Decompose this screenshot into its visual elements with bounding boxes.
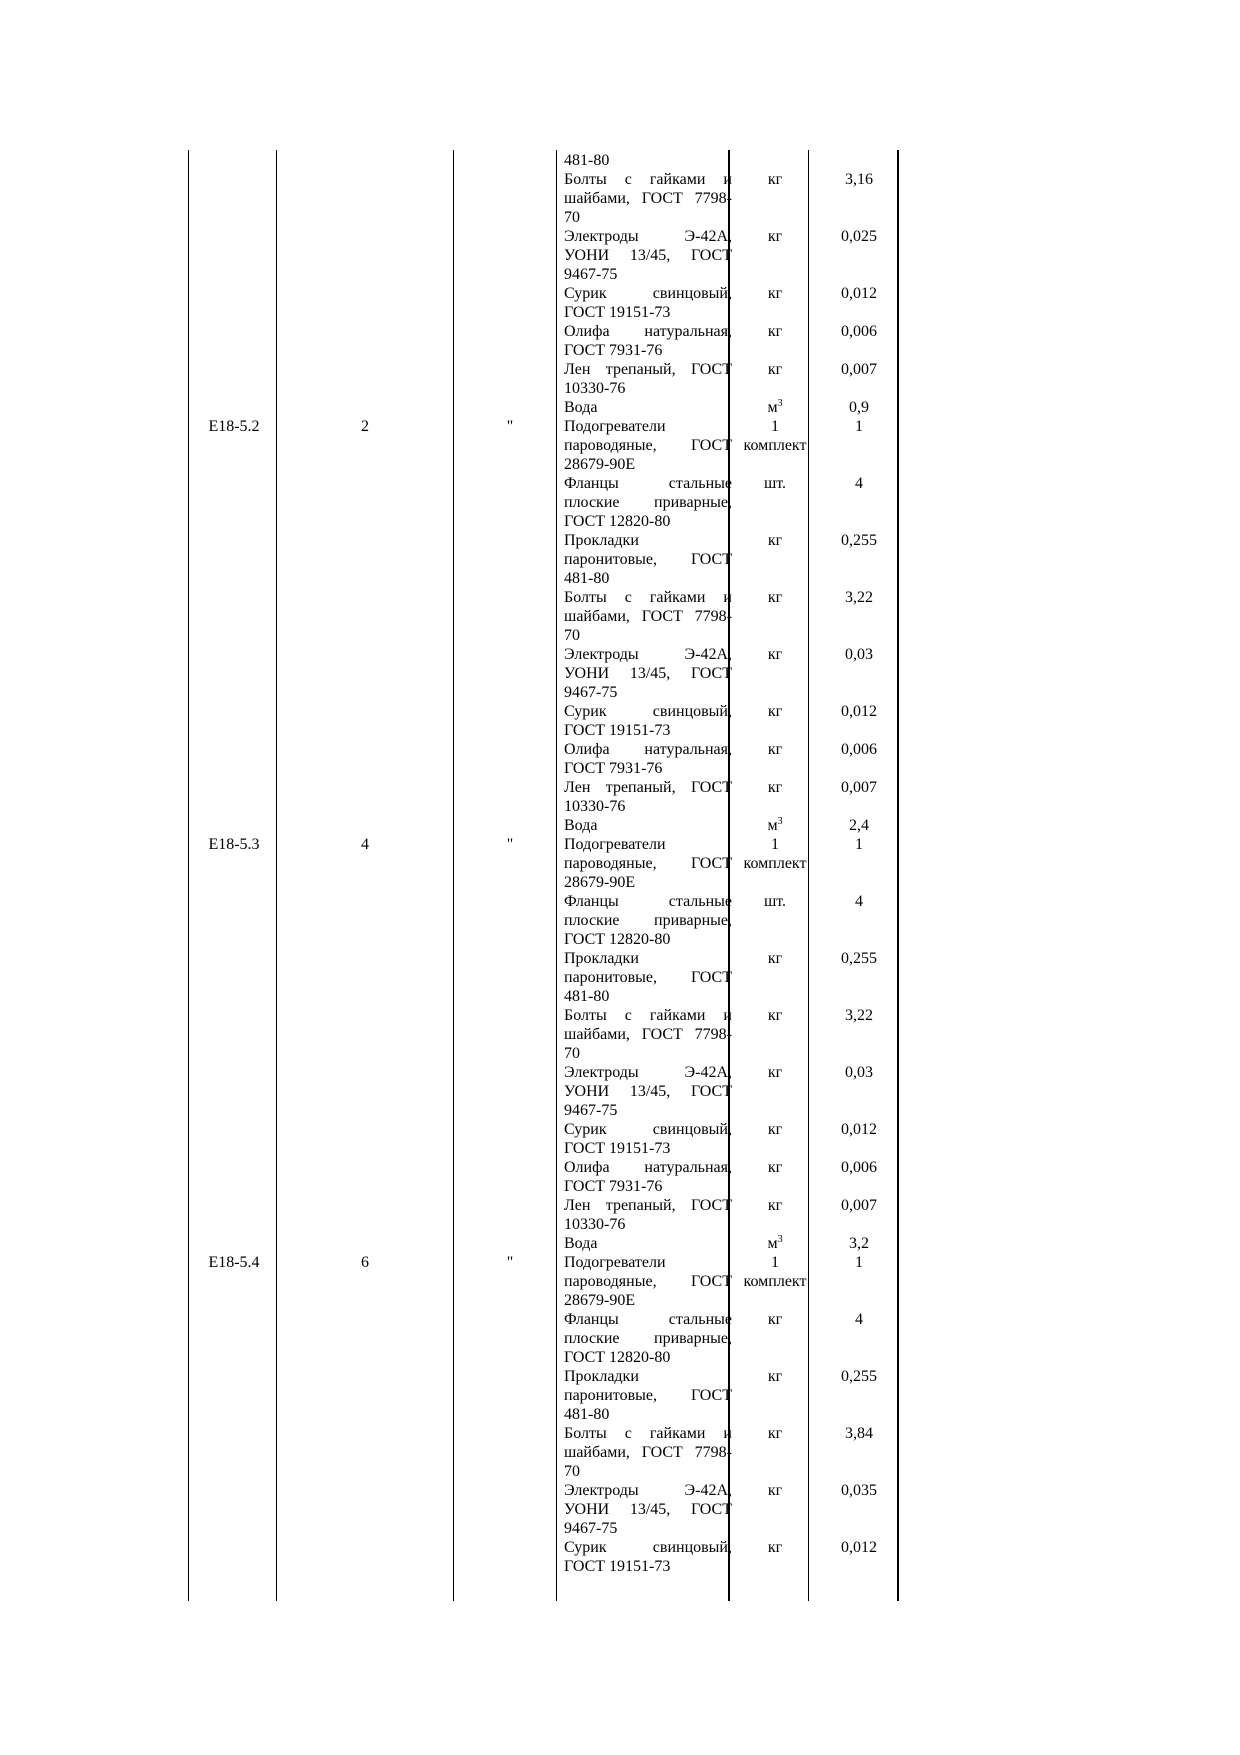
material-quantity: 0,006	[841, 1159, 877, 1176]
material-name: Фланцы стальные плоские приварные, ГОСТ 12820-80	[564, 893, 732, 948]
material-unit: 1 комплект	[743, 418, 807, 454]
ditto-mark: "	[506, 1254, 514, 1271]
material-unit: 1 комплект	[743, 1254, 807, 1290]
material-unit: $м^3$	[767, 816, 783, 834]
material-name: Олифа натуральная, ГОСТ 7931-76	[564, 323, 732, 359]
table-border-left	[188, 150, 189, 1601]
material-name: Прокладки паронитовые, ГОСТ 481-80	[564, 950, 732, 1005]
material-unit: шт.	[763, 475, 787, 492]
material-quantity: 3,84	[845, 1425, 873, 1442]
material-name: Вода	[564, 817, 598, 834]
material-quantity: 2,4	[849, 817, 869, 834]
material-quantity: 3,2	[849, 1235, 869, 1252]
material-name: Электроды Э-42А, УОНИ 13/45, ГОСТ 9467-75	[564, 228, 732, 283]
material-quantity: 0,012	[841, 285, 877, 302]
material-name: Сурик свинцовый, ГОСТ 19151-73	[564, 703, 732, 739]
material-unit: кг	[767, 589, 783, 606]
material-name: Лен трепаный, ГОСТ 10330-76	[564, 779, 732, 815]
material-unit: кг	[767, 1007, 783, 1024]
material-quantity: 4	[855, 475, 863, 492]
material-name: Вода	[564, 1235, 598, 1252]
material-quantity: 0,255	[841, 1368, 877, 1385]
material-quantity: 0,255	[841, 532, 877, 549]
material-quantity: 0,035	[841, 1482, 877, 1499]
material-name: Фланцы стальные плоские приварные, ГОСТ 12820-80	[564, 475, 732, 530]
material-unit: кг	[767, 1064, 783, 1081]
material-quantity: 1	[855, 418, 863, 435]
column-divider-qty	[453, 150, 454, 1601]
material-unit: кг	[767, 1368, 783, 1385]
material-quantity: 3,22	[845, 1007, 873, 1024]
column-divider-code	[276, 150, 277, 1601]
group-quantity: 2	[361, 418, 369, 435]
material-unit: кг	[767, 1311, 783, 1328]
material-name: Сурик свинцовый, ГОСТ 19151-73	[564, 285, 732, 321]
material-unit: кг	[767, 646, 783, 663]
material-unit: кг	[767, 1539, 783, 1556]
material-unit: кг	[767, 361, 783, 378]
material-quantity: 0,007	[841, 361, 877, 378]
material-quantity: 0,9	[849, 399, 869, 416]
material-name: Олифа натуральная, ГОСТ 7931-76	[564, 1159, 732, 1195]
material-quantity: 0,007	[841, 779, 877, 796]
material-unit: 1 комплект	[743, 836, 807, 872]
material-quantity: 0,255	[841, 950, 877, 967]
material-name: Подогреватели пароводяные, ГОСТ 28679-90Е	[564, 836, 732, 891]
material-name: Болты с гайками и шайбами, ГОСТ 7798-70	[564, 1425, 732, 1480]
material-unit: $м^3$	[767, 1234, 783, 1252]
material-name: Болты с гайками и шайбами, ГОСТ 7798-70	[564, 1007, 732, 1062]
material-unit: кг	[767, 532, 783, 549]
material-quantity: 0,006	[841, 741, 877, 758]
group-quantity: 4	[361, 836, 369, 853]
group-code: Е18-5.2	[208, 418, 260, 435]
group-quantity: 6	[361, 1254, 369, 1271]
material-quantity: 0,012	[841, 703, 877, 720]
material-quantity: 0,006	[841, 323, 877, 340]
material-unit: кг	[767, 1482, 783, 1499]
material-unit: кг	[767, 1197, 783, 1214]
material-unit: кг	[767, 1159, 783, 1176]
material-quantity: 4	[855, 1311, 863, 1328]
group-code: Е18-5.4	[208, 1254, 260, 1271]
material-unit: кг	[767, 323, 783, 340]
material-name: 481-80	[564, 152, 610, 169]
material-quantity: 0,012	[841, 1539, 877, 1556]
material-name: Электроды Э-42А, УОНИ 13/45, ГОСТ 9467-75	[564, 646, 732, 701]
material-quantity: 0,012	[841, 1121, 877, 1138]
material-name: Болты с гайками и шайбами, ГОСТ 7798-70	[564, 171, 732, 226]
material-name: Электроды Э-42А, УОНИ 13/45, ГОСТ 9467-75	[564, 1482, 732, 1537]
material-name: Подогреватели пароводяные, ГОСТ 28679-90Е	[564, 418, 732, 473]
material-quantity: 0,007	[841, 1197, 877, 1214]
material-name: Лен трепаный, ГОСТ 10330-76	[564, 361, 732, 397]
group-code: Е18-5.3	[208, 836, 260, 853]
material-name: Вода	[564, 399, 598, 416]
material-unit: кг	[767, 950, 783, 967]
material-quantity: 3,16	[845, 171, 873, 188]
material-name: Прокладки паронитовые, ГОСТ 481-80	[564, 1368, 732, 1423]
material-unit: кг	[767, 741, 783, 758]
material-quantity: 3,22	[845, 589, 873, 606]
material-unit: кг	[767, 285, 783, 302]
material-name: Сурик свинцовый, ГОСТ 19151-73	[564, 1121, 732, 1157]
material-unit: кг	[767, 228, 783, 245]
material-name: Болты с гайками и шайбами, ГОСТ 7798-70	[564, 589, 732, 644]
material-unit: кг	[767, 703, 783, 720]
material-name: Лен трепаный, ГОСТ 10330-76	[564, 1197, 732, 1233]
material-quantity: 0,03	[845, 646, 873, 663]
material-name: Прокладки паронитовые, ГОСТ 481-80	[564, 532, 732, 587]
material-name: Фланцы стальные плоские приварные, ГОСТ 12820-80	[564, 1311, 732, 1366]
material-quantity: 0,03	[845, 1064, 873, 1081]
material-unit: кг	[767, 171, 783, 188]
material-unit: кг	[767, 1121, 783, 1138]
material-unit: кг	[767, 1425, 783, 1442]
material-name: Подогреватели пароводяные, ГОСТ 28679-90Е	[564, 1254, 732, 1309]
material-quantity: 1	[855, 836, 863, 853]
material-name: Сурик свинцовый, ГОСТ 19151-73	[564, 1539, 732, 1575]
ditto-mark: "	[506, 836, 514, 853]
material-unit: кг	[767, 779, 783, 796]
material-name: Олифа натуральная, ГОСТ 7931-76	[564, 741, 732, 777]
material-quantity: 0,025	[841, 228, 877, 245]
ditto-mark: "	[506, 418, 514, 435]
material-unit: шт.	[763, 893, 787, 910]
column-divider-ditto	[556, 150, 557, 1601]
material-quantity: 4	[855, 893, 863, 910]
material-name: Электроды Э-42А, УОНИ 13/45, ГОСТ 9467-75	[564, 1064, 732, 1119]
material-quantity: 1	[855, 1254, 863, 1271]
material-unit: $м^3$	[767, 398, 783, 416]
